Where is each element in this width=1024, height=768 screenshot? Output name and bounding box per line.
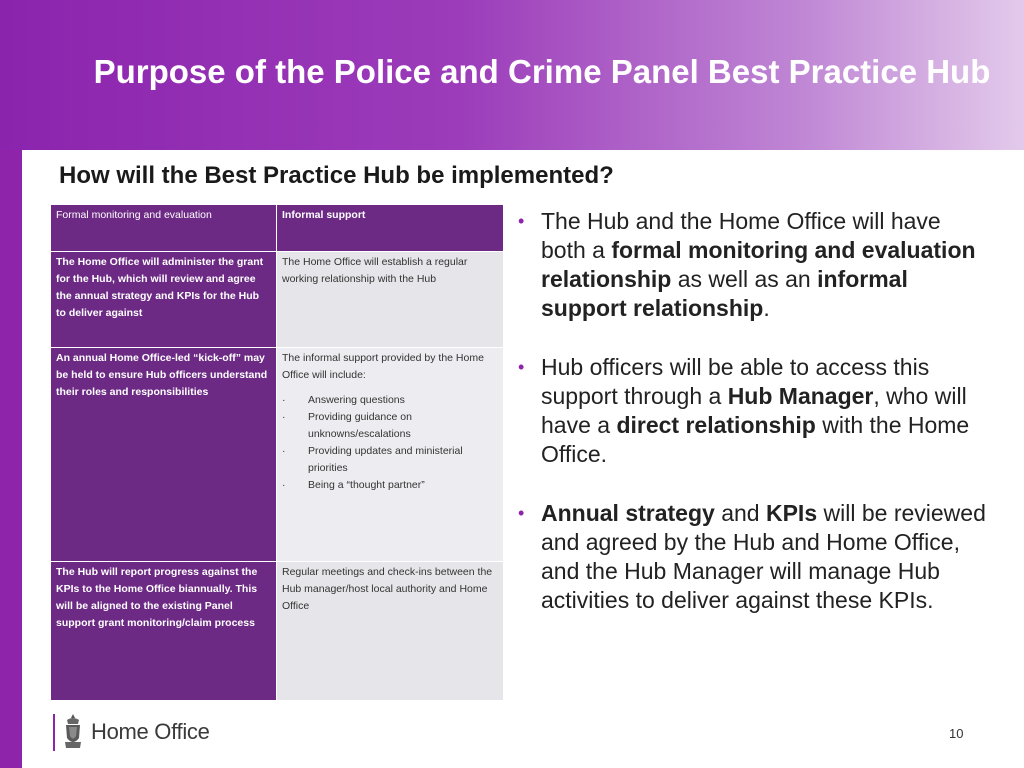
table-cell-informal-3: Regular meetings and check-ins between the Hub manager/host local authority and Home Office (277, 562, 504, 701)
list-item: · Providing guidance on unknowns/escalations (282, 411, 412, 440)
logo-text: Home Office (91, 719, 210, 744)
table-header-informal: Informal support (277, 205, 504, 252)
bullet-item-2: • Hub officers will be able to access this support through a Hub Manager, who will have a direct relationship with the Home Office. (518, 354, 970, 467)
list-item: · Providing updates and ministerial priorities (282, 445, 463, 474)
informal-support-list (282, 392, 498, 494)
table-cell-informal-2 (277, 348, 504, 562)
bullet-dot-icon: • (518, 357, 525, 377)
bullet-list (518, 207, 988, 645)
bullet-item-1: • The Hub and the Home Office will have both a formal monitoring and evaluation relationship as well as an informal support relationship. (518, 208, 976, 321)
table-cell-formal-3: The Hub will report progress against the KPIs to the Home Office biannually. This will be aligned to the existing Panel support grant monitoring/claim process (51, 562, 277, 701)
table-cell-informal-1: The Home Office will establish a regular working relationship with the Hub (277, 252, 504, 348)
list-item: · Answering questions (282, 394, 405, 406)
home-office-logo (62, 712, 210, 752)
table-cell-formal-1: The Home Office will administer the grant for the Hub, which will review and agree the annual strategy and KPIs for the Hub to deliver against (51, 252, 277, 348)
royal-crest-icon (62, 712, 84, 752)
slide-title: Purpose of the Police and Crime Panel Best Practice Hub (93, 53, 991, 90)
table-header-formal: Formal monitoring and evaluation (51, 205, 277, 252)
title-banner (0, 0, 1024, 150)
table-cell-formal-2: An annual Home Office-led “kick-off” may be held to ensure Hub officers understand their roles and responsibilities (51, 348, 277, 562)
slide-subtitle: How will the Best Practice Hub be implemented? (59, 162, 614, 189)
support-table (51, 205, 504, 701)
bullet-dot-icon: • (518, 211, 525, 231)
bullet-dot-icon: • (518, 503, 525, 523)
informal-support-intro: The informal support provided by the Home Office will include: (282, 352, 484, 381)
list-item: · Being a “thought partner” (282, 479, 425, 491)
bullet-item-3: • Annual strategy and KPIs will be reviewed and agreed by the Hub and Home Office, and the Hub Manager will manage Hub activities to deliver against these KPIs. (518, 500, 986, 613)
footer-divider (53, 714, 55, 751)
page-number: 10 (949, 726, 964, 741)
